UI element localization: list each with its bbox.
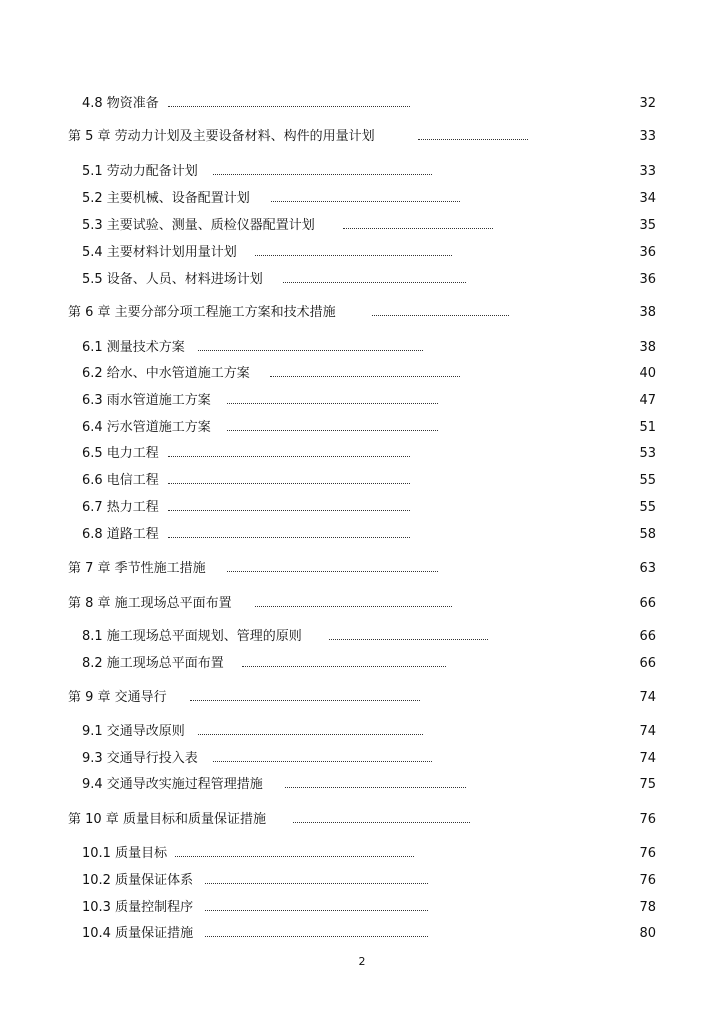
toc-section-title: 6.3 雨水管道施工方案 [82, 393, 211, 408]
toc-entry[interactable] [0, 270, 724, 290]
toc-dot-leader [255, 249, 452, 256]
toc-page-number: 76 [639, 846, 656, 861]
toc-page-number: 35 [639, 218, 656, 233]
toc-entry[interactable] [0, 303, 724, 323]
toc-dot-leader [372, 309, 509, 316]
toc-dot-leader [175, 850, 414, 857]
toc-page-number: 74 [639, 724, 656, 739]
toc-dot-leader [205, 904, 428, 911]
toc-section-title: 10.1 质量目标 [82, 846, 168, 861]
toc-dot-leader [255, 600, 452, 607]
toc-dot-leader [205, 877, 428, 884]
toc-section-title: 6.8 道路工程 [82, 527, 159, 542]
toc-page-number: 78 [639, 900, 656, 915]
toc-dot-leader [270, 370, 460, 377]
toc-section-title: 6.5 电力工程 [82, 446, 159, 461]
toc-page-number: 66 [639, 629, 656, 644]
toc-entry[interactable] [0, 525, 724, 545]
toc-section-title: 10.4 质量保证措施 [82, 926, 194, 941]
toc-page-number: 36 [639, 245, 656, 260]
toc-dot-leader [329, 633, 488, 640]
toc-dot-leader [168, 450, 410, 457]
toc-dot-leader [168, 100, 410, 107]
toc-entry[interactable] [0, 594, 724, 614]
toc-page-number: 66 [639, 596, 656, 611]
toc-section-title: 9.4 交通导改实施过程管理措施 [82, 777, 263, 792]
toc-page-number: 66 [639, 656, 656, 671]
toc-entry[interactable] [0, 391, 724, 411]
toc-section-title: 10.2 质量保证体系 [82, 873, 194, 888]
toc-chapter-title: 第 7 章 季节性施工措施 [68, 561, 206, 576]
toc-entry[interactable] [0, 688, 724, 708]
toc-entry[interactable] [0, 749, 724, 769]
toc-entry[interactable] [0, 498, 724, 518]
toc-dot-leader [168, 531, 410, 538]
toc-chapter-title: 第 5 章 劳动力计划及主要设备材料、构件的用量计划 [68, 129, 375, 144]
toc-entry[interactable] [0, 216, 724, 236]
toc-dot-leader [283, 276, 466, 283]
toc-page-number: 36 [639, 272, 656, 287]
toc-entry[interactable] [0, 898, 724, 918]
toc-page-number: 38 [639, 305, 656, 320]
toc-dot-leader [213, 755, 432, 762]
toc-page-number: 76 [639, 873, 656, 888]
toc-entry[interactable] [0, 444, 724, 464]
toc-page-number: 74 [639, 690, 656, 705]
toc-page-number: 58 [639, 527, 656, 542]
toc-entry[interactable] [0, 189, 724, 209]
toc-entry[interactable] [0, 559, 724, 579]
toc-section-title: 6.2 给水、中水管道施工方案 [82, 366, 250, 381]
toc-page-number: 55 [639, 500, 656, 515]
toc-section-title: 9.1 交通导改原则 [82, 724, 185, 739]
toc-page-number: 80 [639, 926, 656, 941]
toc-entry[interactable] [0, 338, 724, 358]
toc-entry[interactable] [0, 471, 724, 491]
toc-page-number: 34 [639, 191, 656, 206]
toc-section-title: 5.2 主要机械、设备配置计划 [82, 191, 250, 206]
toc-entry[interactable] [0, 364, 724, 384]
toc-section-title: 9.3 交通导行投入表 [82, 751, 198, 766]
toc-page-number: 53 [639, 446, 656, 461]
toc-page-number: 33 [639, 129, 656, 144]
toc-chapter-title: 第 6 章 主要分部分项工程施工方案和技术措施 [68, 305, 336, 320]
toc-section-title: 8.1 施工现场总平面规划、管理的原则 [82, 629, 302, 644]
toc-dot-leader [343, 222, 493, 229]
toc-chapter-title: 第 9 章 交通导行 [68, 690, 167, 705]
toc-dot-leader [205, 930, 428, 937]
toc-dot-leader [168, 477, 410, 484]
toc-dot-leader [271, 195, 460, 202]
toc-entry[interactable] [0, 775, 724, 795]
toc-dot-leader [418, 133, 528, 140]
toc-page-number: 40 [639, 366, 656, 381]
toc-dot-leader [293, 816, 470, 823]
toc-entry[interactable] [0, 810, 724, 830]
toc-section-title: 5.4 主要材料计划用量计划 [82, 245, 237, 260]
toc-page-number: 33 [639, 164, 656, 179]
toc-dot-leader [227, 424, 438, 431]
toc-page-number: 32 [639, 96, 656, 111]
toc-chapter-title: 第 10 章 质量目标和质量保证措施 [68, 812, 266, 827]
toc-section-title: 5.3 主要试验、测量、质检仪器配置计划 [82, 218, 315, 233]
toc-page-number: 74 [639, 751, 656, 766]
toc-section-title: 6.6 电信工程 [82, 473, 159, 488]
toc-entry[interactable] [0, 94, 724, 114]
toc-entry[interactable] [0, 243, 724, 263]
toc-entry[interactable] [0, 654, 724, 674]
toc-section-title: 4.8 物资准备 [82, 96, 159, 111]
toc-page-number: 76 [639, 812, 656, 827]
toc-entry[interactable] [0, 844, 724, 864]
toc-dot-leader [242, 660, 446, 667]
toc-section-title: 10.3 质量控制程序 [82, 900, 194, 915]
toc-dot-leader [198, 344, 423, 351]
toc-entry[interactable] [0, 418, 724, 438]
toc-section-title: 8.2 施工现场总平面布置 [82, 656, 224, 671]
toc-entry[interactable] [0, 722, 724, 742]
toc-dot-leader [213, 168, 432, 175]
toc-section-title: 5.1 劳动力配备计划 [82, 164, 198, 179]
toc-chapter-title: 第 8 章 施工现场总平面布置 [68, 596, 232, 611]
toc-dot-leader [168, 504, 410, 511]
toc-page-number: 47 [639, 393, 656, 408]
toc-dot-leader [198, 728, 423, 735]
page-number: 2 [358, 955, 366, 968]
toc-entry[interactable] [0, 127, 724, 147]
toc-entry[interactable] [0, 871, 724, 891]
toc-section-title: 5.5 设备、人员、材料进场计划 [82, 272, 263, 287]
toc-page-number: 63 [639, 561, 656, 576]
toc-page-number: 75 [639, 777, 656, 792]
toc-section-title: 6.1 测量技术方案 [82, 340, 185, 355]
toc-entry[interactable] [0, 627, 724, 647]
toc-dot-leader [227, 565, 438, 572]
toc-dot-leader [190, 694, 420, 701]
toc-entry[interactable] [0, 162, 724, 182]
toc-section-title: 6.4 污水管道施工方案 [82, 420, 211, 435]
toc-dot-leader [227, 397, 438, 404]
toc-page-number: 55 [639, 473, 656, 488]
toc-section-title: 6.7 热力工程 [82, 500, 159, 515]
toc-dot-leader [285, 781, 466, 788]
toc-page-number: 51 [639, 420, 656, 435]
toc-entry[interactable] [0, 924, 724, 944]
toc-page-number: 38 [639, 340, 656, 355]
